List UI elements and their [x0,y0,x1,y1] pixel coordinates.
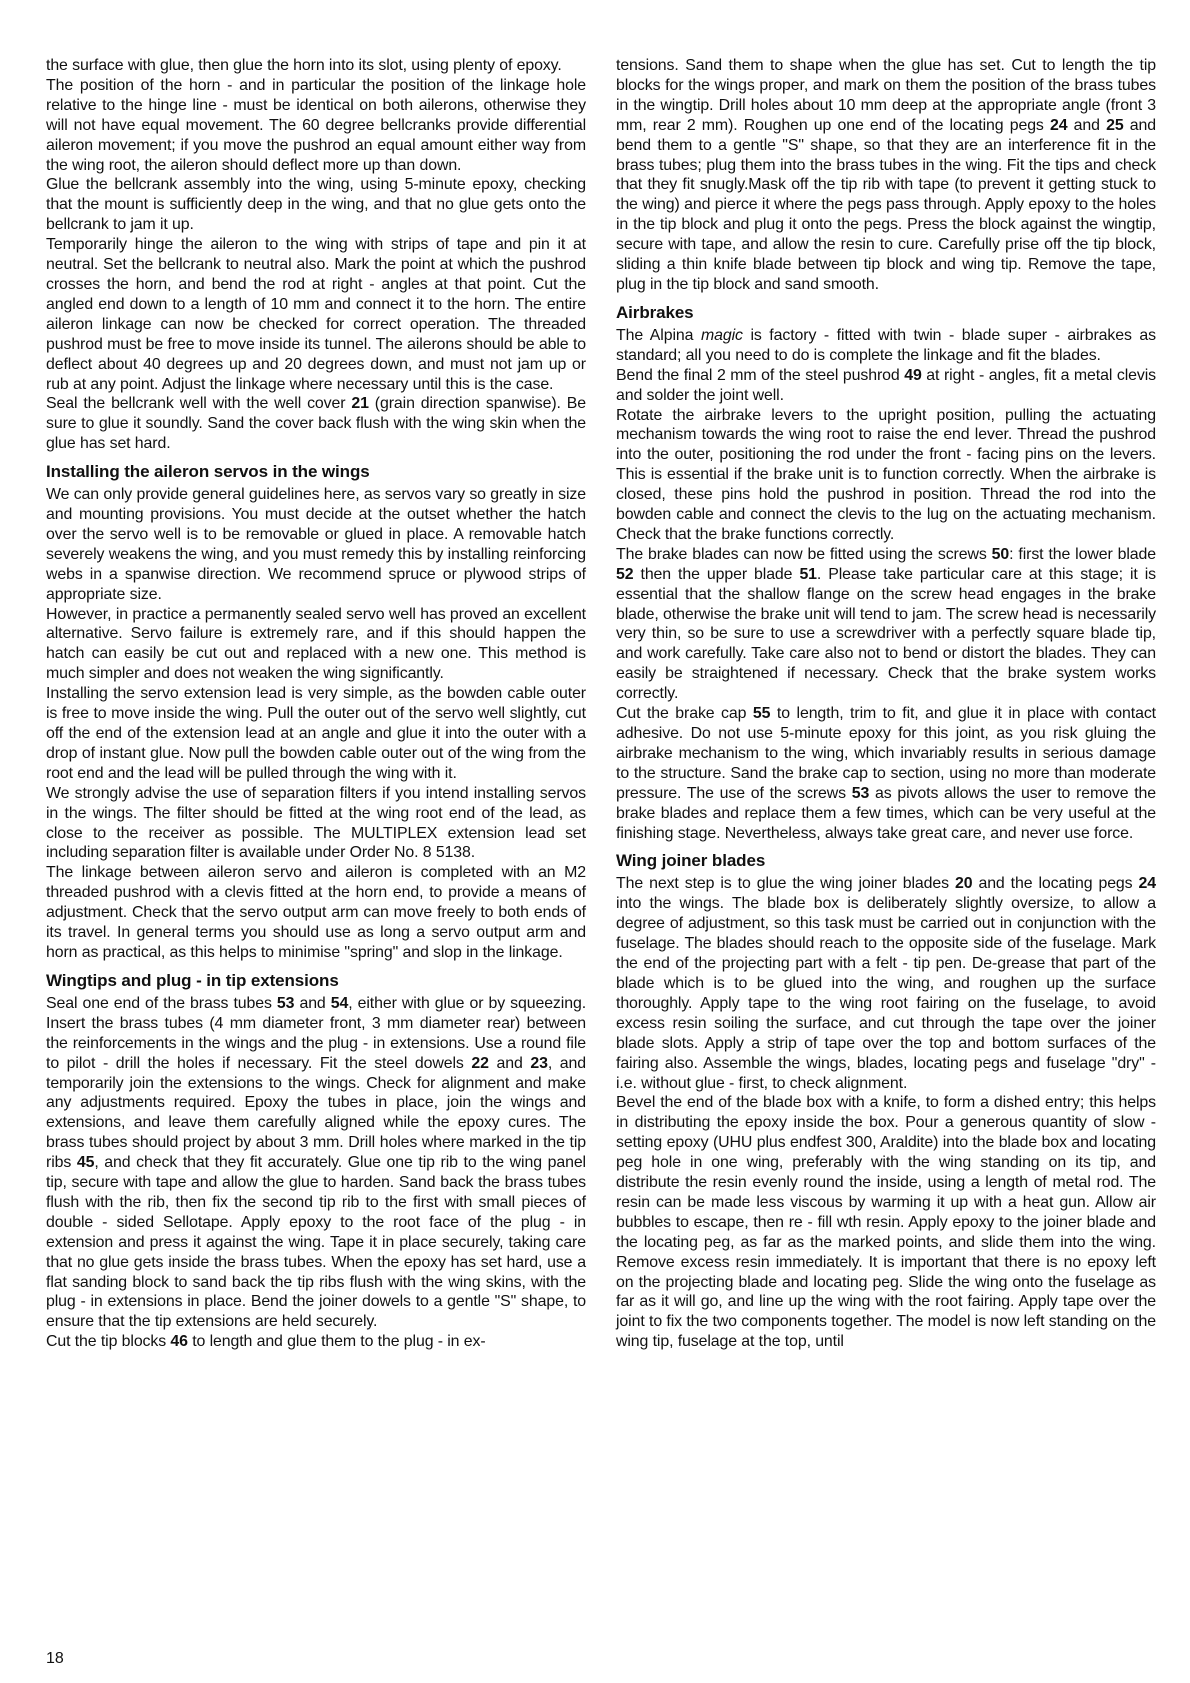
right-column [616,56,1156,1352]
part-number: 52 [616,565,634,583]
paragraph: Cut the brake cap 55 to length, trim to fit, and glue it in place with contact adhesive. Do not use 5-minute epoxy for this joint, as you risk gluing the airbrake mechanism to the wing, which invariably results in serious damage to the structure. Sand the brake cap to section, using no more than moderate pressure. The use of the screws 53 as pivots allows the user to remove the brake blades and replace them a few times, which can be very useful at the finishing stage. Nevertheless, always take great care, and never use force. [616,705,1156,842]
part-number: 21 [351,395,369,413]
part-number: 24 [1049,116,1068,134]
paragraph: Seal one end of the brass tubes 53 and 54, either with glue or by squeezing. Insert the brass tubes (4 mm diameter front, 3 mm diameter rear) between the reinforcements in the wings and the plug - in extensions. Use a round file to pilot - drill the holes if necessary. Fit the steel dowels 22 and 23, and temporarily join the extensions to the wings. Check for alignment and make any adjustments required. Epoxy the tubes in place, join the wings and extensions, and leave them carefully aligned while the epoxy cures. The brass tubes should project by about 3 mm. Drill holes where marked in the tip ribs 45, and check that they fit accurately. Glue one tip rib to the wing panel tip, secure with tape and allow the glue to harden. Sand back the brass tubes flush with the rib, then fix the second tip rib to the first with small pieces of double - sided Sellotape. Apply epoxy to the root face of the plug - in extension and press it against the wing. Tape it in place securely, taking care that no glue gets inside the brass tubes. When the epoxy has set hard, use a flat sanding block to sand back the tip ribs flush with the wing skins, with the plug - in extensions in place. Bend the joiner dowels to a gentle "S" shape, to ensure that the tip extensions are held securely. [46,994,587,1331]
section-heading-aileron-servos: Installing the aileron servos in the wings [46,462,370,482]
section-heading-wingtips: Wingtips and plug - in tip extensions [46,970,339,990]
left-column [46,56,586,1352]
paragraph: However, in practice a permanently sealed servo well has proved an excellent alternative. Servo failure is extremely rare, and if this should happen the hatch can easily be cut out and replaced with a new one. This method is much simpler and does not weaken the wing significantly. [46,605,586,683]
part-number: 24 [1138,875,1157,893]
paragraph: The position of the horn - and in particular the position of the linkage hole relative to the hinge line - must be identical on both ailerons, otherwise they will not have equal movement. The 60 degree bellcranks provide differential aileron movement; if you move the pushrod an equal amount either way from the wing root, the aileron should deflect more up than down. [46,76,586,174]
part-number: 55 [752,705,771,723]
part-number: 20 [954,875,973,893]
part-number: 50 [991,545,1010,563]
part-number: 45 [76,1154,95,1172]
paragraph: Seal the bellcrank well with the well cover 21 (grain direction spanwise). Be sure to glue it soundly. Sand the cover back flush with the wing skin when the glue has set hard. [46,395,586,453]
paragraph: Bevel the end of the blade box with a knife, to form a dished entry; this helps in distributing the epoxy inside the box. Pour a generous quantity of slow - setting epoxy (UHU plus endfest 300, Araldite) into the blade box and locating peg hole in one wing, preferably with the wing standing on its tip, and distribute the resin evenly round the inside, using a length of metal rod. The resin can be made less viscous by warming it up with a heat gun. Allow air bubbles to escape, then re - fill wth resin. Apply epoxy to the joiner blade and the locating peg, as far as the marked points, and slide them into the wing. Remove excess resin immediately. It is important that there is no epoxy left on the projecting blade and locating peg. Slide the wing onto the fuselage as far as it will go, and line up the wing with the root fairing. Apply tape over the joint to fix the two components together. The model is now left standing on the wing tip, fuselage at the top, until [616,1094,1156,1351]
part-number: 49 [904,366,922,384]
section-heading-airbrakes: Airbrakes [616,302,694,322]
section-heading-wing-joiner: Wing joiner blades [616,851,766,871]
paragraph: Installing the servo extension lead is very simple, as the bowden cable outer is free to move inside the wing. Pull the outer out of the servo well slightly, cut off the end of the extension lead at an angle and glue it into the outer with a drop of instant glue. Now pull the bowden cable outer out of the wing from the root end and the lead will be pulled through the wing with it. [46,685,586,782]
paragraph: The brake blades can now be fitted using the screws 50: first the lower blade 52 then the upper blade 51. Please take particular care at this stage; it is essential that the shallow flange on the screw head engages in the brake blade, otherwise the brake unit will tend to jam. The screw head is necessarily very thin, so be sure to use a screwdriver with a perfectly square blade tip, and work carefully. Take care also not to bend or distort the blades. They can easily be straightened if necessary. Check that the brake system works correctly. [616,545,1156,703]
model-name: magic [700,326,743,344]
paragraph: tensions. Sand them to shape when the glue has set. Cut to length the tip blocks for the wings proper, and mark on them the position of the brass tubes in the wingtip. Drill holes about 10 mm deep at the appropriate angle (front 3 mm, rear 2 mm). Roughen up one end of the locating pegs 24 and 25 and bend them to a gentle "S" shape, so that they are an interference fit in the brass tubes; plug them into the brass tubes in the wing. Fit the tips and check that they fit snugly.Mask off the tip rib with tape (to prevent it getting stuck to the wing) and pierce it where the pegs pass through. Apply epoxy to the holes in the tip block and plug it onto the pegs. Press the block against the wingtip, secure with tape, and allow the resin to cure. Carefully prise off the tip block, sliding a thin knife blade between tip block and wing tip. Remove the tape, plug in the tip block and sand smooth. [616,57,1156,293]
paragraph: the surface with glue, then glue the horn into its slot, using plenty of epoxy. [46,57,562,74]
paragraph: Rotate the airbrake levers to the upright position, pulling the actuating mechanism towards the wing root to raise the end lever. Thread the pushrod into the outer, positioning the rod under the front - facing pins on the levers. This is essential if the brake unit is to function correctly. When the airbrake is closed, these pins hold the pushrod in position. Thread the rod into the bowden cable and connect the clevis to the lug on the actuating mechanism. Check that the brake functions correctly. [616,406,1156,543]
paragraph: The linkage between aileron servo and aileron is completed with an M2 threaded pushrod with a clevis fitted at the horn end, to provide a means of adjustment. Check that the servo output arm can move freely to both ends of its travel. In general terms you should use as long a servo output arm and horn as practical, as this helps to minimise "spring" and slop in the linkage. [46,864,586,961]
page-number: 18 [46,1650,64,1667]
part-number: 51 [799,565,817,583]
part-number: 53 [851,784,870,802]
part-number: 23 [530,1054,548,1072]
part-number: 46 [170,1333,188,1351]
part-number: 25 [1106,116,1124,134]
paragraph: We strongly advise the use of separation filters if you intend installing servos in the wings. The filter should be fitted at the wing root end of the lead, as close to the receiver as possible. The MULTIPLEX extension lead set including separation filter is available under Order No. 8 5138. [46,784,586,862]
paragraph: Cut the tip blocks 46 to length and glue them to the plug - in ex- [46,1333,486,1351]
part-number: 54 [330,994,349,1012]
paragraph: Temporarily hinge the aileron to the wing with strips of tape and pin it at neutral. Set the bellcrank to neutral also. Mark the point at which the pushrod crosses the horn, and bend the rod at right - angles at that point. Cut the angled end down to a length of 10 mm and connect it to the horn. The entire aileron linkage can now be checked for correct operation. The threaded pushrod must be free to move inside its tunnel. The ailerons should be able to deflect about 40 degrees up and 20 degrees down, and must not jam up or rub at any point. Adjust the linkage where necessary until this is the case. [46,236,586,393]
part-number: 53 [276,994,295,1012]
paragraph: The Alpina magic is factory - fitted with twin - blade super - airbrakes as standard; all you need to do is complete the linkage and fit the blades. [616,326,1156,364]
paragraph: The next step is to glue the wing joiner blades 20 and the locating pegs 24 into the wings. The blade box is deliberately slightly oversize, to allow a degree of adjustment, so this task must be carried out in conjunction with the fuselage. The blades should reach to the opposite side of the fuselage. Mark the end of the projecting part with a felt - tip pen. De-grease that part of the blade which is to be glued into the wing, and roughen up the surface thoroughly. Apply tape to the wing root fairing on the fuselage, to avoid excess resin soiling the surface, and cut through the tape over the joiner blade slots. Apply a strip of tape over the top and bottom surfaces of the fairing also. Assemble the wings, blades, locating pegs and fuselage "dry" - i.e. without glue - first, to check alignment. [616,875,1157,1092]
paragraph: We can only provide general guidelines here, as servos vary so greatly in size and mounting provisions. You must decide at the outset whether the hatch over the servo well is to be removable or glued in place. A removable hatch severely weakens the wing, and you must remedy this by installing reinforcing webs in a spanwise direction. We recommend spruce or plywood strips of appropriate size. [46,486,586,603]
paragraph: Glue the bellcrank assembly into the wing, using 5-minute epoxy, checking that the mount is sufficiently deep in the wing, and that no glue gets onto the bellcrank to jam it up. [46,176,586,234]
part-number: 22 [471,1054,489,1072]
paragraph: Bend the final 2 mm of the steel pushrod 49 at right - angles, fit a metal clevis and solder the joint well. [616,366,1156,404]
